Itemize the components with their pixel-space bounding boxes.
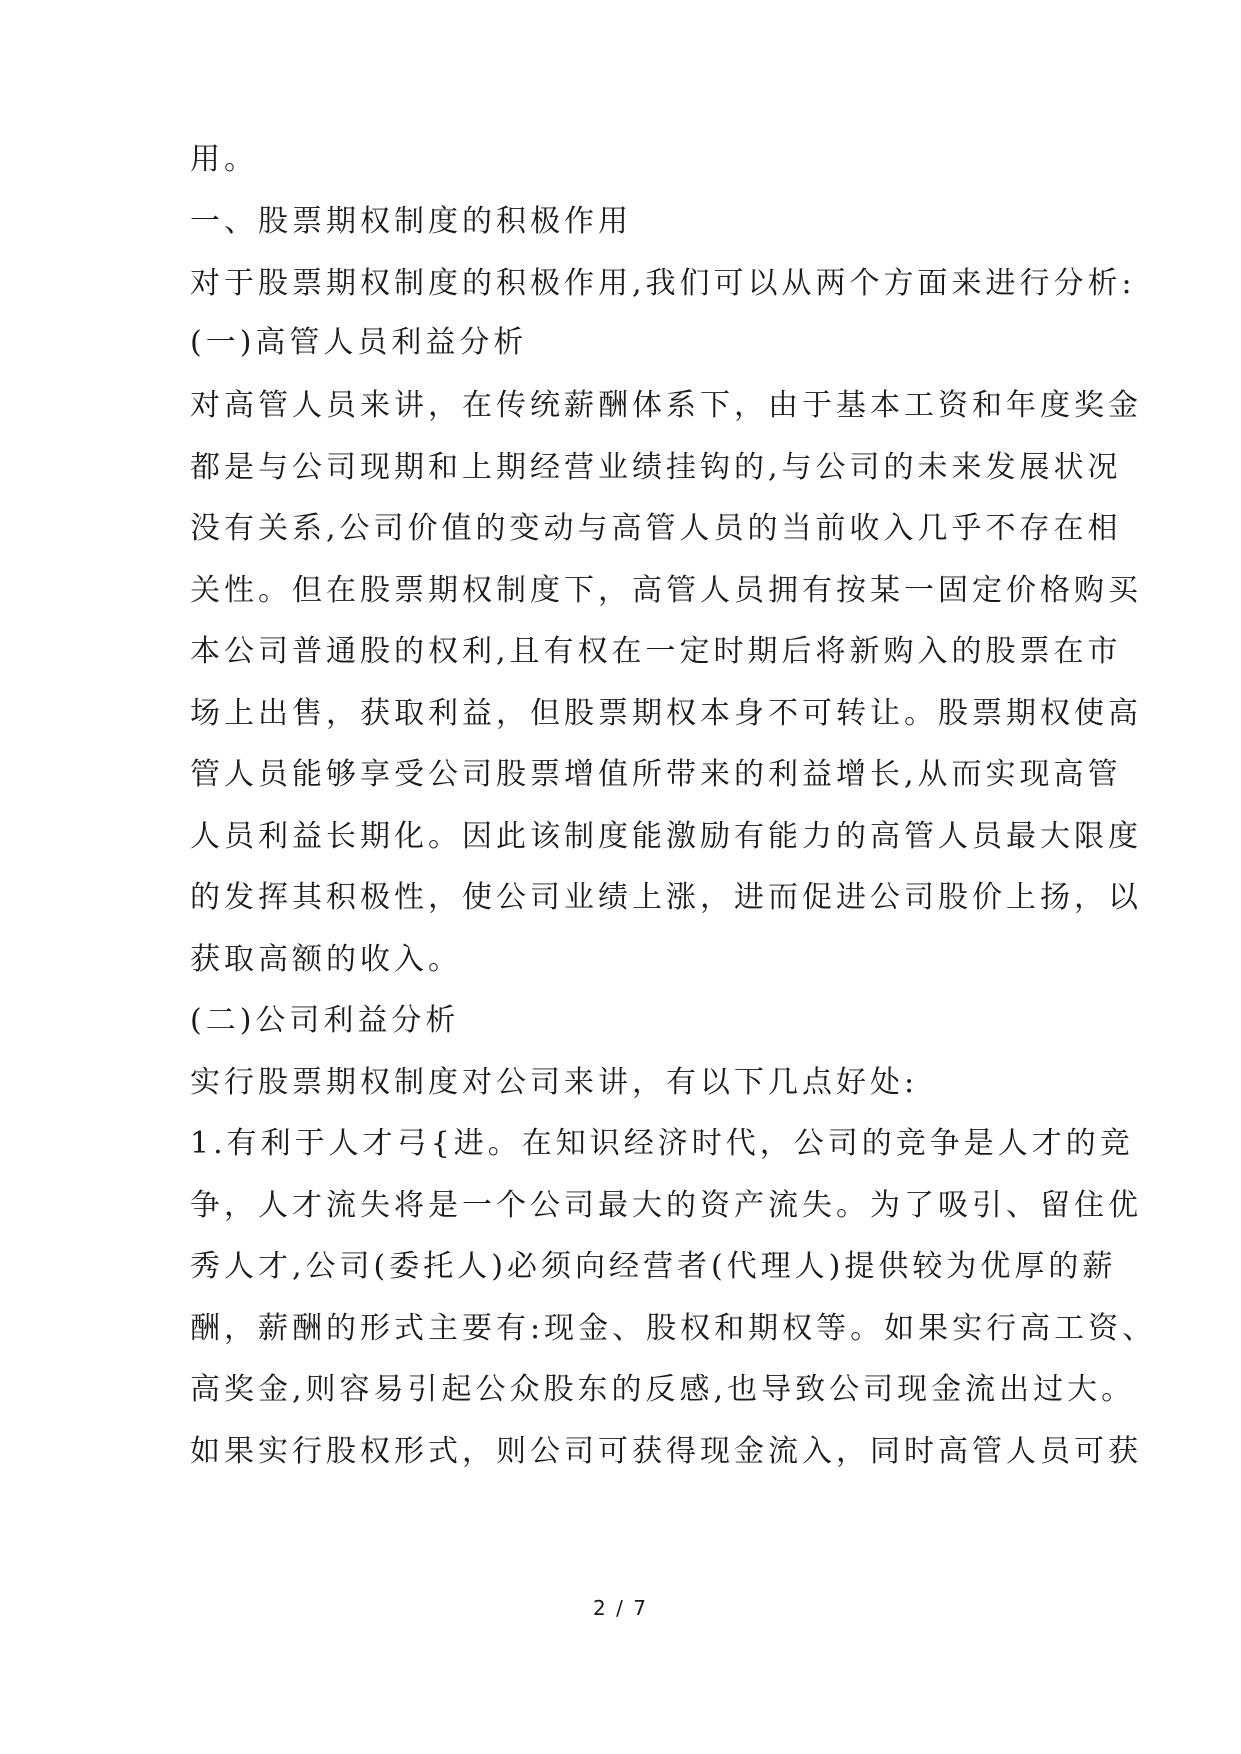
text-line: 高奖金,则容易引起公众股东的反感,也导致公司现金流出过大。 (190, 1372, 1136, 1407)
text-line: 酬，薪酬的形式主要有:现金、股权和期权等。如果实行高工资、 (190, 1311, 1157, 1346)
text-line: 争，人才流失将是一个公司最大的资产流失。为了吸引、留住优 (190, 1188, 1142, 1223)
text-line: 管人员能够享受公司股票增值所带来的利益增长,从而实现高管 (190, 757, 1122, 792)
subsection-heading: (二)公司利益分析 (190, 1003, 460, 1038)
page-number: 2 / 7 (593, 1596, 648, 1620)
text-line: 没有关系,公司价值的变动与高管人员的当前收入几乎不存在相 (190, 511, 1122, 546)
text-line: 实行股票期权制度对公司来讲，有以下几点好处: (190, 1065, 919, 1100)
text-line: 都是与公司现期和上期经营业绩挂钩的,与公司的未来发展状况 (190, 450, 1122, 485)
subsection-heading: (一)高管人员利益分析 (190, 325, 528, 360)
text-line: 获取高额的收入。 (190, 942, 462, 977)
text-line: 关性。但在股票期权制度下，高管人员拥有按某一固定价格购买 (190, 573, 1142, 608)
text-line: 如果实行股权形式，则公司可获得现金流入，同时高管人员可获 (190, 1434, 1142, 1469)
text-line: 1.有利于人才弓{进。在知识经济时代，公司的竞争是人才的竞 (190, 1126, 1134, 1161)
text-line: 本公司普通股的权利,且有权在一定时期后将新购入的股票在市 (190, 634, 1122, 669)
text-line: 人员利益长期化。因此该制度能激励有能力的高管人员最大限度 (190, 819, 1142, 854)
text-line: 秀人才,公司(委托人)必须向经营者(代理人)提供较为优厚的薪 (190, 1249, 1117, 1284)
text-line: 对于股票期权制度的积极作用,我们可以从两个方面来进行分析: (190, 266, 1136, 301)
text-line: 用。 (190, 142, 258, 177)
text-line: 场上出售，获取利益，但股票期权本身不可转让。股票期权使高 (190, 696, 1142, 731)
section-heading: 一、股票期权制度的积极作用 (190, 204, 632, 239)
text-line: 对高管人员来讲，在传统薪酬体系下，由于基本工资和年度奖金 (190, 388, 1142, 423)
text-line: 的发挥其积极性，使公司业绩上涨，进而促进公司股价上扬，以 (190, 880, 1142, 915)
